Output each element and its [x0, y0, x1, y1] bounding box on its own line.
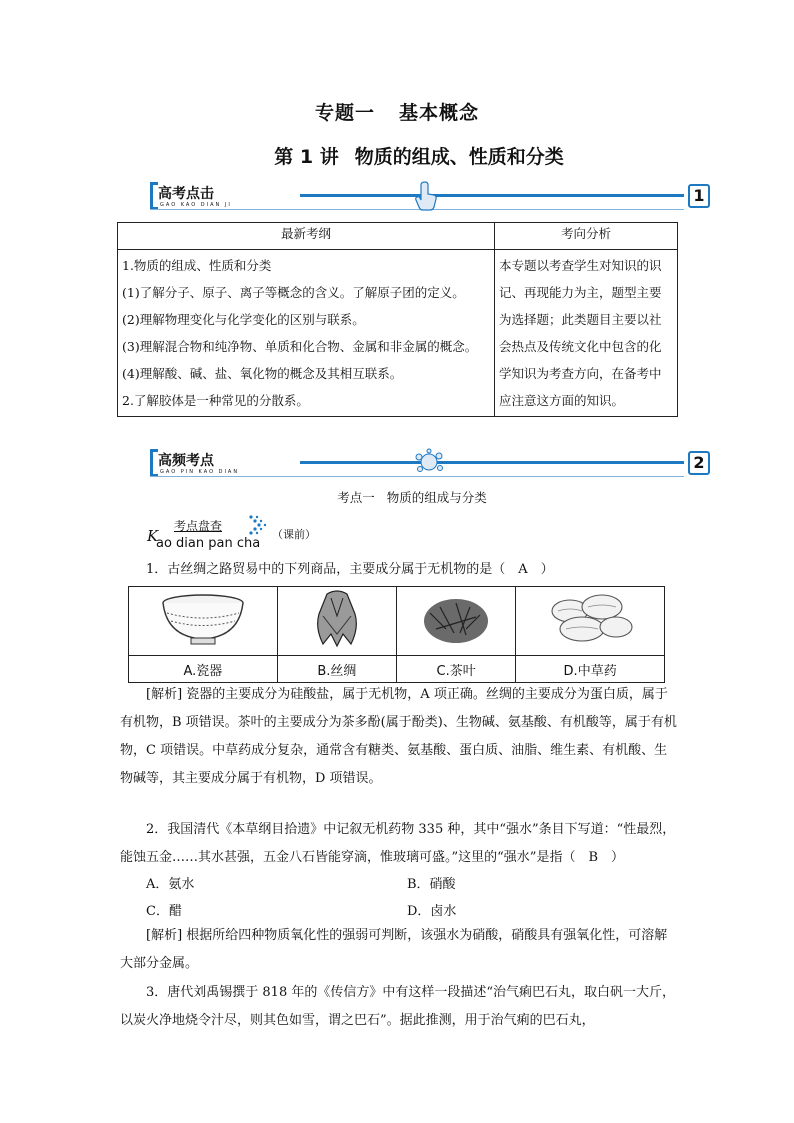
outline-line: (3)理解混合物和纯净物、单质和化合物、金属和非金属的概念。: [122, 339, 478, 354]
analysis-text: 根据所给四种物质氧化性的强弱可判断，该强水为硝酸，硝酸具有强氧化性，可溶解大部分金属。: [120, 928, 668, 971]
question-2-option-d: D．卤水: [407, 904, 457, 919]
section-name: 物质的组成与分类: [386, 490, 487, 505]
outline-line: 1.物质的组成、性质和分类: [122, 258, 272, 273]
herbal-medicine-image: [516, 587, 665, 656]
question-1-stem: 1．古丝绸之路贸易中的下列商品，主要成分属于无机物的是（ A ）: [146, 562, 554, 577]
tea-leaves-image: [396, 587, 515, 656]
question-1-analysis: [120, 681, 680, 793]
question-2-analysis: [120, 922, 680, 978]
analysis-text: 瓷器的主要成分为硅酸盐，属于无机物，A 项正确。丝绸的主要成分为蛋白质，属于有机物，B 项错误。茶叶的主要成分为茶多酚(属于酚类)、生物碱、氨基酸、有机酸等，属于有机物，C 项错误。中草药成分复杂，通常含有糖类、氨基酸、蛋白质、油脂、维生素、有机酸、生物碱等，其主要成分属于有机物，D 项错误。: [120, 687, 677, 786]
topic-label: 专题一: [314, 102, 375, 124]
question-2-option-b: B．硝酸: [407, 877, 456, 892]
outline-header-left: 最新考纲: [118, 223, 495, 250]
banner-line: [300, 194, 684, 197]
lecture-title: [0, 142, 794, 169]
option-d-label: D.中草药: [516, 656, 665, 683]
kaodian-note: （课前）: [272, 528, 316, 541]
option-a-label: A.瓷器: [129, 656, 278, 683]
kaodian-label: 考点盘查: [174, 519, 223, 533]
lecture-name: 物质的组成、性质和分类: [354, 146, 564, 168]
banner-number: 2: [688, 451, 710, 475]
outline-left-cell: [118, 250, 495, 417]
topic-name: 基本概念: [399, 102, 480, 124]
exam-outline-table: [117, 222, 678, 417]
banner-label: 高频考点: [158, 453, 214, 469]
question-1-options-table: [128, 586, 665, 683]
outline-line: (2)理解物理变化与化学变化的区别与联系。: [122, 312, 365, 327]
question-2-option-a: A．氨水: [146, 877, 195, 892]
banner-pinyin: GAO PIN KAO DIAN: [160, 469, 240, 475]
arrow-dots-icon: [248, 514, 268, 538]
banner-line: [300, 461, 684, 464]
outline-right-cell: 本专题以考查学生对知识的识记、再现能力为主，题型主要为选择题；此类题目主要以社会热点及传统文化中包含的化学知识为考查方向，在备考中应注意这方面的知识。: [495, 250, 678, 417]
analysis-tag: [解析]: [146, 687, 183, 702]
option-b-label: B.丝绸: [277, 656, 396, 683]
section-title: [0, 488, 794, 506]
kaodian-pinyin: ao dian pan cha: [156, 536, 261, 551]
banner-pinyin: GAO KAO DIAN JI: [160, 202, 232, 208]
outline-line: 2.了解胶体是一种常见的分散系。: [122, 393, 309, 408]
lecture-label: 第 1 讲: [274, 146, 339, 168]
banner-number: 1: [688, 184, 710, 208]
topic-title: [0, 98, 794, 125]
analysis-tag: [解析]: [146, 928, 183, 943]
banner-gaopin-kaodian: [150, 449, 710, 479]
kaodian-initial: K: [147, 527, 159, 545]
question-2-stem: 2．我国清代《本草纲目拾遗》中记叙无机药物 335 种，其中“强水”条目下写道：“性最烈，能蚀五金……其水甚强，五金八石皆能穿滴，惟玻璃可盛。”这里的“强水”是指（ B ）: [120, 822, 676, 865]
question-3-stem: 3．唐代刘禹锡撰于 818 年的《传信方》中有这样一段描述“治气痢巴石丸，取白矾一大斤，以炭火净地烧令汁尽，则其色如雪，谓之巴石”。据此推测，用于治气痢的巴石丸，: [120, 985, 675, 1028]
outline-line: (1)了解分子、原子、离子等概念的含义。了解原子团的定义。: [122, 285, 465, 300]
outline-header-right: 考向分析: [495, 223, 678, 250]
pointing-hand-icon: [412, 180, 442, 212]
option-c-label: C.茶叶: [396, 656, 515, 683]
question-2-option-c: C．醋: [146, 904, 182, 919]
porcelain-bowl-image: [129, 587, 278, 656]
section-prefix: 考点一: [337, 490, 375, 505]
splash-icon: [412, 447, 446, 477]
silk-scarf-image: [277, 587, 396, 656]
banner-label: 高考点击: [158, 186, 214, 202]
outline-line: (4)理解酸、碱、盐、氧化物的概念及其相互联系。: [122, 366, 403, 381]
banner-gaokao-dianji: [150, 182, 710, 212]
